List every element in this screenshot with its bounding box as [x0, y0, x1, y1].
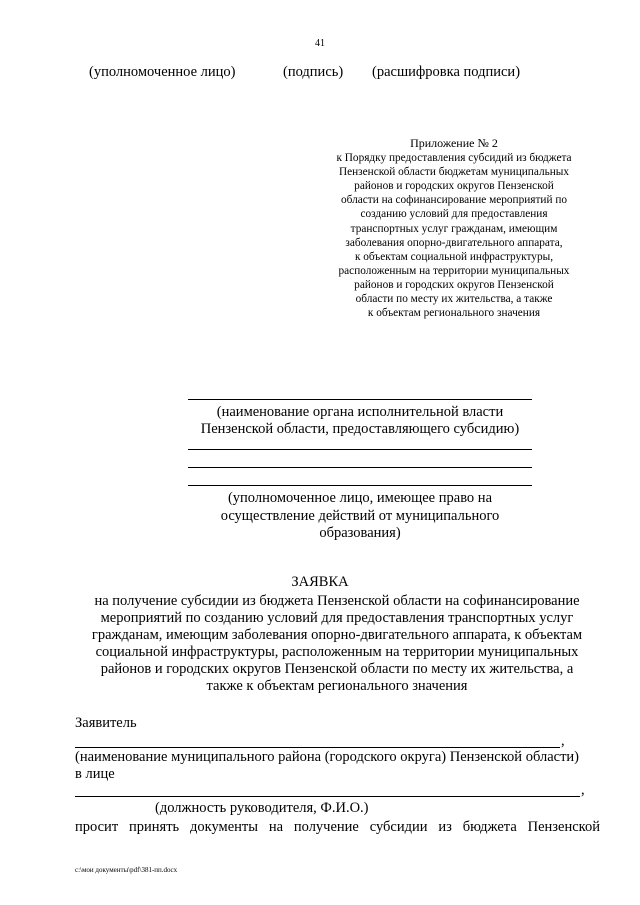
application-subject-line: районов и городских округов Пензенской области по месту их жительства, а: [100, 661, 574, 678]
appendix-line: области на софинансирование мероприятий по: [340, 194, 568, 207]
application-title: ЗАЯВКА: [291, 574, 349, 590]
request-word: бюджета: [462, 819, 517, 835]
appendix-line: районов и городских округов Пензенской: [354, 180, 554, 193]
request-word: принять: [129, 819, 180, 835]
application-subject-line: гражданам, имеющим заболевания опорно-двигательного аппарата, к объектам: [91, 627, 583, 644]
request-word: из: [438, 819, 452, 835]
appendix-line: заболевания опорно-двигательного аппарата,: [345, 236, 563, 249]
application-subject-line: социальной инфраструктуры, расположенным на территории муниципальных: [95, 644, 579, 661]
applicant-label: Заявитель: [75, 715, 137, 731]
appendix-line: к объектам регионального значения: [367, 307, 541, 320]
request-text-line: [75, 819, 600, 836]
appendix-block: [306, 136, 602, 320]
request-word: документы: [190, 819, 258, 835]
comma: ,: [561, 733, 565, 749]
appendix-title: Приложение № 2: [410, 136, 498, 150]
municipality-caption: (наименование муниципального района (городского округа) Пензенской области): [75, 749, 579, 765]
appendix-line: Пензенской области бюджетам муниципальных: [338, 166, 570, 179]
authorized-person-line-3: [188, 485, 532, 486]
appendix-line: созданию условий для предоставления: [360, 208, 548, 221]
signature-caption: (подпись): [283, 64, 344, 80]
application-subject: [72, 593, 602, 696]
authorized-person-caption: (уполномоченное лицо): [89, 64, 236, 80]
authority-name-line: [188, 399, 532, 400]
comma: ,: [581, 782, 585, 798]
request-word: на: [268, 819, 284, 835]
request-word: субсидии: [369, 819, 428, 835]
appendix-line: транспортных услуг гражданам, имеющим: [350, 222, 558, 235]
page-number: 41: [315, 38, 325, 49]
authority-caption-line-2: Пензенской области, предоставляющего субсидию): [200, 421, 520, 437]
application-subject-line: на получение субсидии из бюджета Пензенской области на софинансирование: [94, 593, 580, 609]
head-name-line: [75, 796, 580, 797]
authorized-person-line-2: [188, 467, 532, 468]
application-subject-line: также к объектам регионального значения: [206, 678, 468, 695]
request-word: получение: [293, 819, 359, 835]
appendix-line: расположенным на территории муниципальных: [338, 264, 570, 277]
application-subject-line: мероприятий по созданию условий для предоставления транспортных услуг: [100, 610, 574, 627]
request-word: просит: [75, 819, 119, 835]
authorized-caption-line-3: образования): [319, 525, 401, 541]
request-word: Пензенской: [527, 819, 600, 835]
head-caption: (должность руководителя, Ф.И.О.): [155, 800, 369, 816]
signature-decoding-caption: (расшифровка подписи): [372, 64, 521, 80]
appendix-line: районов и городских округов Пензенской: [354, 278, 554, 291]
municipality-name-line: [75, 747, 560, 748]
footer-file-path: c:\мои документы\pdf\381-пп.docx: [75, 866, 178, 874]
authorized-caption-line-2: осуществление действий от муниципального: [220, 508, 500, 524]
appendix-line: области по месту их жительства, а также: [355, 293, 553, 306]
appendix-line: к Порядку предоставления субсидий из бюджета: [336, 152, 572, 165]
authorized-person-line-1: [188, 449, 532, 450]
in-person-label: в лице: [75, 766, 115, 782]
authority-caption-line-1: (наименование органа исполнительной власти: [216, 404, 504, 420]
authorized-caption-line-1: (уполномоченное лицо, имеющее право на: [227, 490, 493, 506]
appendix-line: к объектам социальной инфраструктуры,: [354, 250, 554, 263]
